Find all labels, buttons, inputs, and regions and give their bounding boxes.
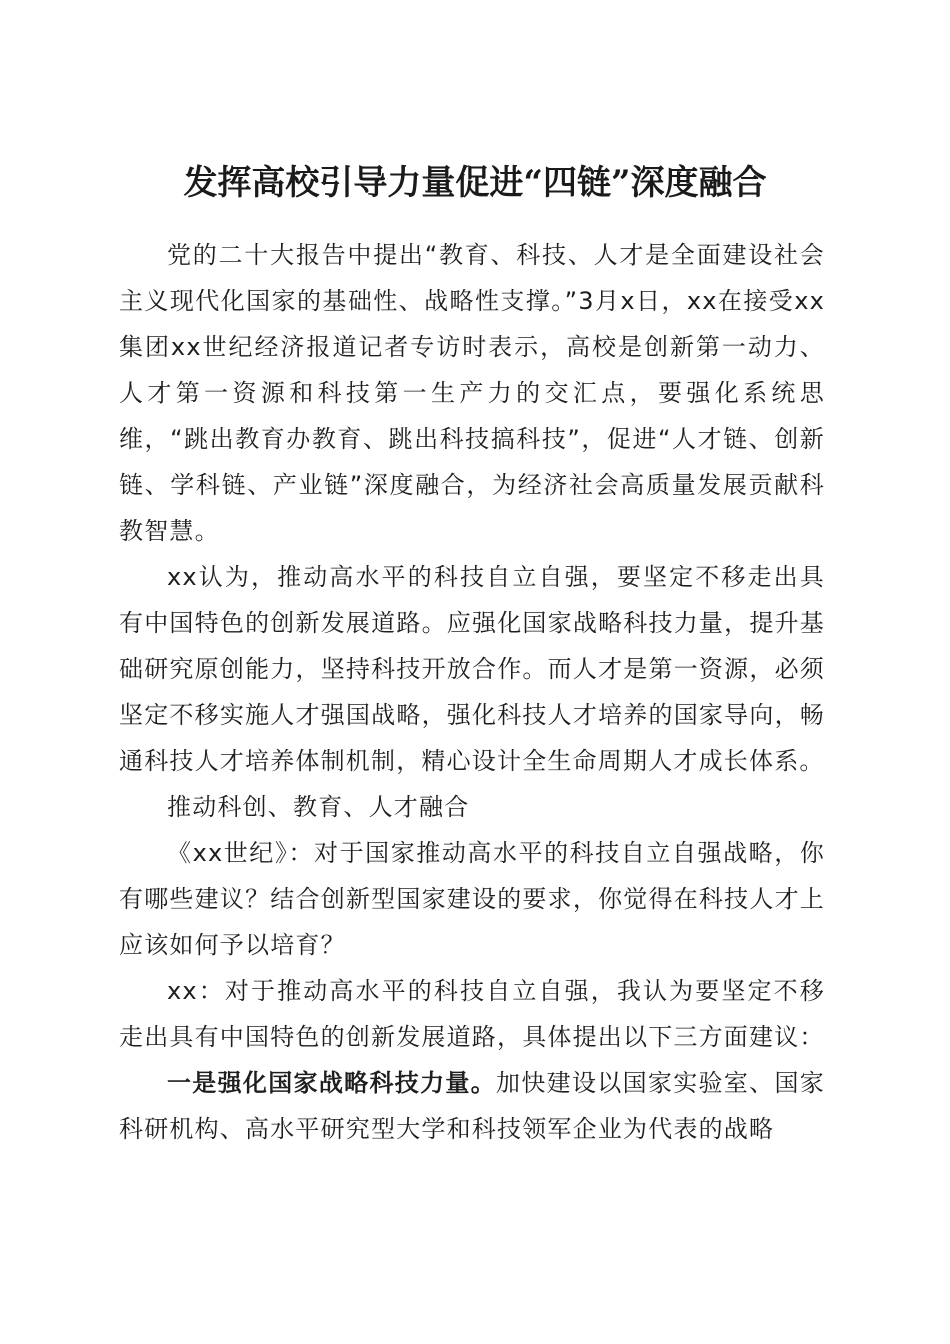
document-body [119, 232, 825, 1152]
paragraph-point-one [119, 1060, 825, 1152]
point-one-text: 加快建设以国家实验室、国家科研机构、高水平研究型大学和科技领军企业为代表的战略 [119, 1069, 825, 1143]
section-heading: 推动科创、教育、人才融合 [167, 793, 470, 821]
paragraph-answer: xx：对于推动高水平的科技自立自强，我认为要坚定不移走出具有中国特色的创新发展道路，具体提出以下三方面建议： [119, 977, 825, 1051]
paragraph-question: 《xx世纪》：对于国家推动高水平的科技自立自强战略，你有哪些建议？结合创新型国家建设的要求，你觉得在科技人才上应该如何予以培育？ [119, 839, 825, 959]
point-one-lead: 一是强化国家战略科技力量。 [167, 1069, 497, 1097]
document-title: 发挥高校引导力量促进“四链”深度融合 [183, 162, 767, 203]
paragraph-xx-view: xx认为，推动高水平的科技自立自强，要坚定不移走出具有中国特色的创新发展道路。应强化国家战略科技力量，提升基础研究原创能力，坚持科技开放合作。而人才是第一资源，必须坚定不移实施人才强国战略，强化科技人才培养的国家导向，畅通科技人才培养体制机制，精心设计全生命周期人才成长体系。 [119, 563, 825, 775]
paragraph-intro: 党的二十大报告中提出“教育、科技、人才是全面建设社会主义现代化国家的基础性、战略性支撑。”3月x日，xx在接受xx集团xx世纪经济报道记者专访时表示，高校是创新第一动力、人才第一资源和科技第一生产力的交汇点，要强化系统思维，“跳出教育办教育、跳出科技搞科技”，促进“人才链、创新链、学科链、产业链”深度融合，为经济社会高质量发展贡献科教智慧。 [119, 241, 825, 545]
